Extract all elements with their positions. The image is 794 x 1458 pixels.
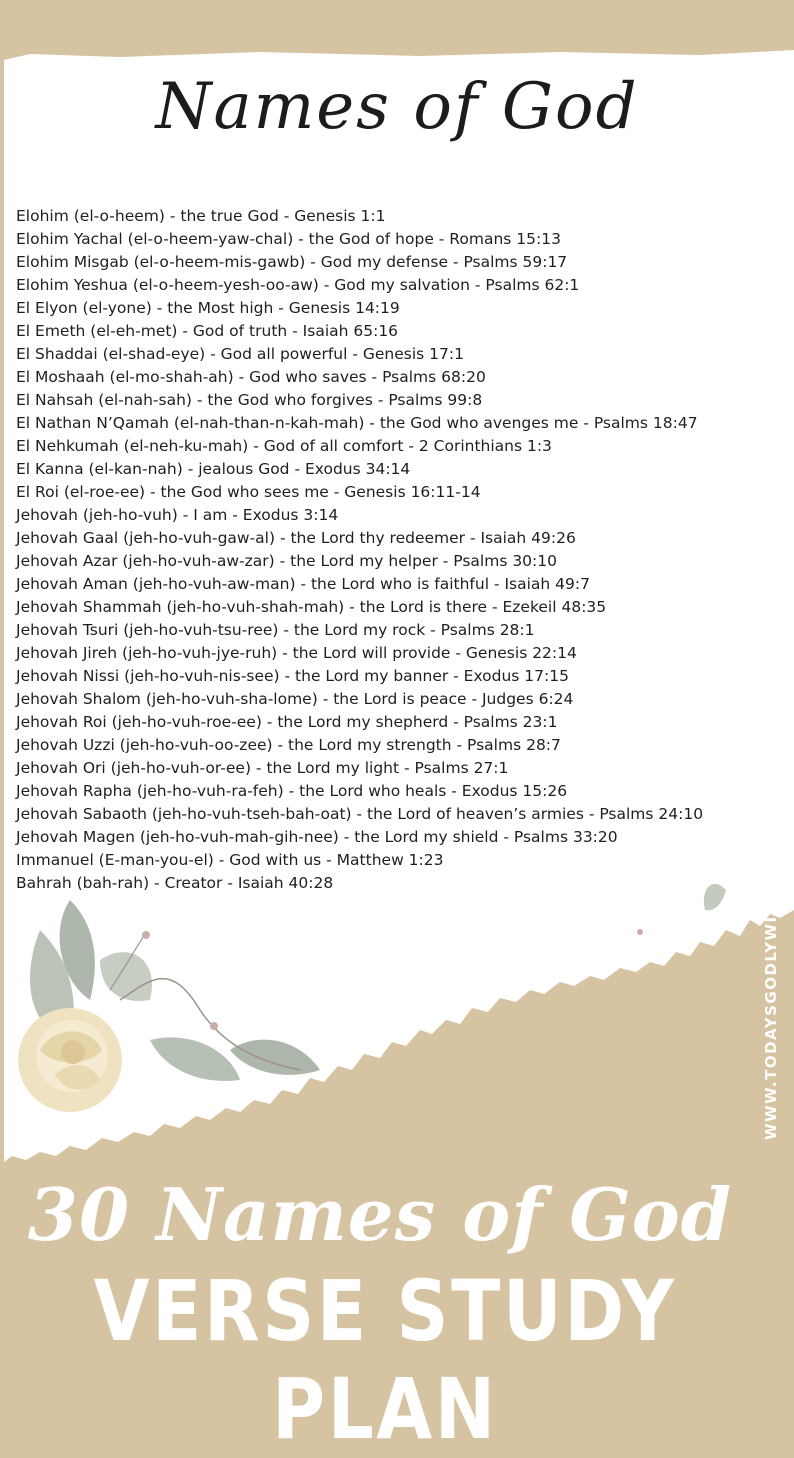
list-item: Jehovah Sabaoth (jeh-ho-vuh-tseh-bah-oat) - the Lord of heaven’s armies - Psalms 24:10	[16, 805, 704, 823]
bud	[142, 931, 150, 939]
list-item: El Moshaah (el-mo-shah-ah) - God who saves - Psalms 68:20	[16, 368, 486, 386]
list-item: Jehovah Uzzi (jeh-ho-vuh-oo-zee) - the Lord my strength - Psalms 28:7	[16, 736, 561, 754]
bud	[637, 929, 643, 935]
list-item: Immanuel (E-man-you-el) - God with us - Matthew 1:23	[16, 851, 444, 869]
list-item: El Emeth (el-eh-met) - God of truth - Isaiah 65:16	[16, 322, 399, 340]
list-item: Jehovah Nissi (jeh-ho-vuh-nis-see) - the Lord my banner - Exodus 17:15	[16, 667, 569, 685]
list-item: Elohim Yachal (el-o-heem-yaw-chal) - the God of hope - Romans 15:13	[16, 230, 561, 248]
page-title: Names of God	[155, 70, 639, 144]
website-url: WWW.TODAYSGODLYWISDOM.ETSY.COM	[762, 755, 780, 1140]
list-item: El Shaddai (el-shad-eye) - God all powerful - Genesis 17:1	[16, 345, 464, 363]
list-item: El Nehkumah (el-neh-ku-mah) - God of all comfort - 2 Corinthians 1:3	[16, 437, 552, 455]
list-item: El Roi (el-roe-ee) - the God who sees me - Genesis 16:11-14	[16, 483, 481, 501]
bud	[210, 1022, 218, 1030]
list-item: Elohim (el-o-heem) - the true God - Genesis 1:1	[16, 207, 386, 225]
list-item: Jehovah Aman (jeh-ho-vuh-aw-man) - the Lord who is faithful - Isaiah 49:7	[16, 575, 590, 593]
list-item: Jehovah (jeh-ho-vuh) - I am - Exodus 3:14	[16, 506, 339, 524]
names-list	[16, 205, 786, 895]
list-item: Jehovah Gaal (jeh-ho-vuh-gaw-al) - the Lord thy redeemer - Isaiah 49:26	[16, 529, 576, 547]
list-item: El Nahsah (el-nah-sah) - the God who forgives - Psalms 99:8	[16, 391, 483, 409]
list-item: Jehovah Roi (jeh-ho-vuh-roe-ee) - the Lord my shepherd - Psalms 23:1	[16, 713, 558, 731]
list-item: Jehovah Tsuri (jeh-ho-vuh-tsu-ree) - the Lord my rock - Psalms 28:1	[16, 621, 535, 639]
list-item: Elohim Misgab (el-o-heem-mis-gawb) - God my defense - Psalms 59:17	[16, 253, 568, 271]
list-item: Jehovah Rapha (jeh-ho-vuh-ra-feh) - the Lord who heals - Exodus 15:26	[16, 782, 568, 800]
list-item: Jehovah Shammah (jeh-ho-vuh-shah-mah) - the Lord is there - Ezekeil 48:35	[16, 598, 607, 616]
rose-center	[61, 1040, 85, 1064]
list-item: El Elyon (el-yone) - the Most high - Genesis 14:19	[16, 299, 400, 317]
list-item: Elohim Yeshua (el-o-heem-yesh-oo-aw) - God my salvation - Psalms 62:1	[16, 276, 580, 294]
promo-heading: 30 Names of God	[27, 1172, 733, 1257]
list-item: Jehovah Azar (jeh-ho-vuh-aw-zar) - the Lord my helper - Psalms 30:10	[16, 552, 557, 570]
list-item: Jehovah Magen (jeh-ho-vuh-mah-gih-nee) - the Lord my shield - Psalms 33:20	[16, 828, 618, 846]
list-item: Bahrah (bah-rah) - Creator - Isaiah 40:28	[16, 874, 334, 892]
list-item: Jehovah Ori (jeh-ho-vuh-or-ee) - the Lord my light - Psalms 27:1	[16, 759, 509, 777]
list-item: Jehovah Jireh (jeh-ho-vuh-jye-ruh) - the Lord will provide - Genesis 22:14	[16, 644, 577, 662]
list-item: El Kanna (el-kan-nah) - jealous God - Exodus 34:14	[16, 460, 411, 478]
list-item: Jehovah Shalom (jeh-ho-vuh-sha-lome) - the Lord is peace - Judges 6:24	[16, 690, 574, 708]
promo-subheading: VERSE STUDY PLAN	[93, 1262, 677, 1458]
list-item: El Nathan N’Qamah (el-nah-than-n-kah-mah) - the God who avenges me - Psalms 18:47	[16, 414, 698, 432]
